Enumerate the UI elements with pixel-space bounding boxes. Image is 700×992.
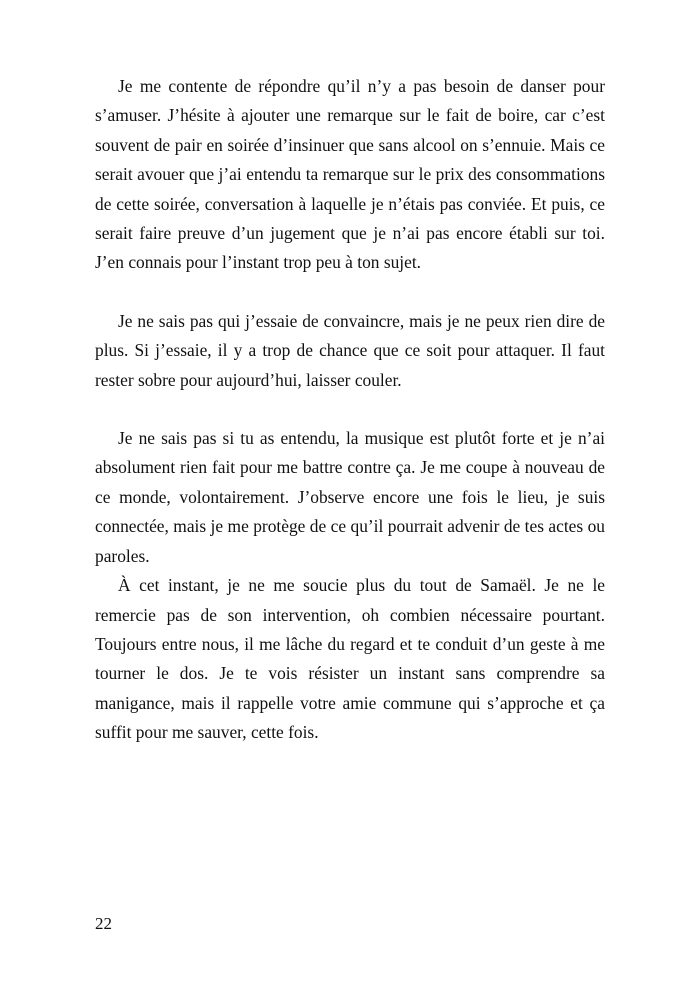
page-body bbox=[95, 72, 605, 748]
paragraph: À cet instant, je ne me soucie plus du tout de Samaël. Je ne le remercie pas de son intervention, oh combien nécessaire pourtant. Toujours entre nous, il me lâche du regard et te conduit d’un geste à me tourner le dos. Je te vois résister un instant sans comprendre sa manigance, mais il rappelle votre amie commune qui s’approche et ça suffit pour me sauver, cette fois. bbox=[95, 575, 605, 743]
page-number: 22 bbox=[95, 914, 112, 933]
paragraph: Je ne sais pas qui j’essaie de convaincre, mais je ne peux rien dire de plus. Si j’essaie, il y a trop de chance que ce soit pour attaquer. Il faut rester sobre pour aujourd’hui, laisser couler. bbox=[95, 310, 605, 390]
paragraph-spacer bbox=[95, 278, 605, 307]
paragraph-spacer bbox=[95, 395, 605, 424]
paragraph: Je ne sais pas si tu as entendu, la musique est plutôt forte et je n’ai absolument rien fait pour me battre contre ça. Je me coupe à nouveau de ce monde, volontairement. J’observe encore une fois le lieu, je suis connectée, mais je me protège de ce qu’il pourrait advenir de tes actes ou paroles. bbox=[95, 428, 605, 566]
paragraph: Je me contente de répondre qu’il n’y a pas besoin de danser pour s’amuser. J’hésite à ajouter une remarque sur le fait de boire, car c’est souvent de pair en soirée d’insinuer que sans alcool on s’ennuie. Mais ce serait avouer que j’ai entendu ta remarque sur le prix des consommations de cette soirée, conversation à laquelle je n’étais pas conviée. Et puis, ce serait faire preuve d’un jugement que je n’ai pas encore établi sur toi. J’en connais pour l’instant trop peu à ton sujet. bbox=[95, 76, 605, 273]
